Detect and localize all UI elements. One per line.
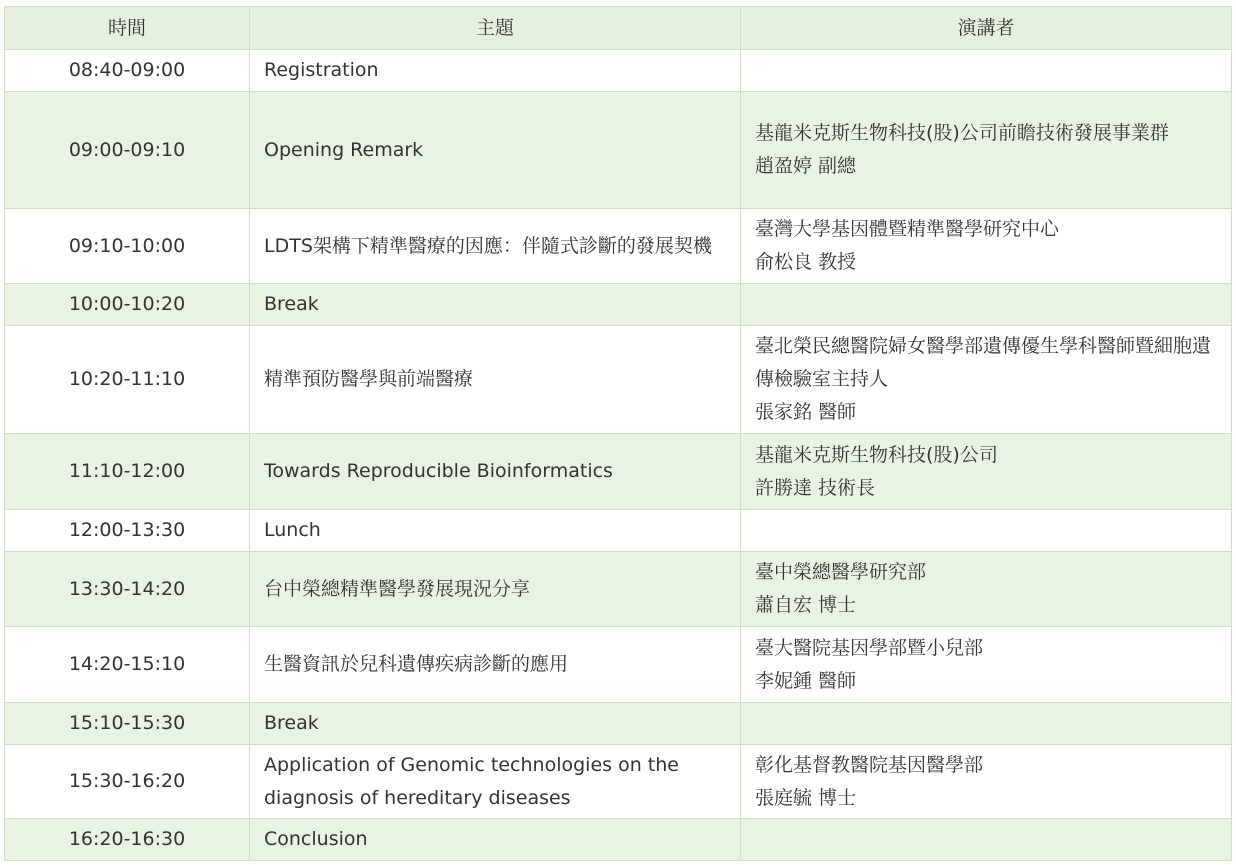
topic-cell: Conclusion [250,819,741,861]
speaker-cell [741,50,1232,92]
speaker-name: 俞松良 教授 [755,251,857,273]
speaker-affiliation: 臺中榮總醫學研究部 [755,561,927,583]
speaker-cell [741,745,1232,819]
speaker-affiliation: 臺大醫院基因學部暨小兒部 [755,636,984,659]
speaker-cell [741,326,1232,434]
time-cell: 13:30-14:20 [5,552,250,627]
time-cell: 15:30-16:20 [5,745,250,819]
time-cell: 11:10-12:00 [5,434,250,510]
agenda-table [4,6,1232,861]
speaker-affiliation: 基龍米克斯生物科技(股)公司 [755,443,998,466]
speaker-affiliation: 基龍米克斯生物科技(股)公司前瞻技術發展事業群 [755,122,1169,144]
time-cell: 15:10-15:30 [5,703,250,745]
table-row [5,434,1232,510]
time-cell: 14:20-15:10 [5,627,250,703]
table-row [5,284,1232,326]
time-cell: 09:10-10:00 [5,209,250,284]
speaker-affiliation: 臺北榮民總醫院婦女醫學部遺傳優生學科醫師暨細胞遺傳檢驗室主持人 [755,335,1212,390]
speaker-name: 李妮鍾 醫師 [755,669,857,692]
topic-cell: Break [250,284,741,326]
speaker-cell [741,552,1232,627]
table-row [5,819,1232,861]
table-row [5,627,1232,703]
table-row [5,50,1232,92]
topic-cell: Opening Remark [250,92,741,209]
speaker-affiliation: 彰化基督教醫院基因醫學部 [755,753,984,776]
speaker-cell [741,819,1232,861]
agenda-body [5,50,1232,861]
speaker-cell [741,627,1232,703]
table-row [5,92,1232,209]
header-row [5,7,1232,50]
speaker-cell [741,703,1232,745]
header-time: 時間 [5,7,250,50]
topic-cell: 台中榮總精準醫學發展現況分享 [250,552,741,627]
topic-cell: Towards Reproducible Bioinformatics [250,434,741,510]
speaker-cell [741,92,1232,209]
speaker-name: 許勝達 技術長 [755,476,876,499]
table-row [5,326,1232,434]
topic-cell: LDTS架構下精準醫療的因應：伴隨式診斷的發展契機 [250,209,741,284]
time-cell: 10:20-11:10 [5,326,250,434]
speaker-cell [741,510,1232,552]
time-cell: 12:00-13:30 [5,510,250,552]
header-topic: 主題 [250,7,741,50]
table-row [5,703,1232,745]
table-row [5,552,1232,627]
speaker-cell [741,284,1232,326]
speaker-name: 趙盈婷 副總 [755,155,857,177]
time-cell: 09:00-09:10 [5,92,250,209]
table-row [5,510,1232,552]
time-cell: 16:20-16:30 [5,819,250,861]
topic-cell: Registration [250,50,741,92]
topic-cell: Break [250,703,741,745]
speaker-name: 蕭自宏 博士 [755,594,857,616]
topic-cell: Application of Genomic technologies on the diagnosis of hereditary diseases [250,745,741,819]
header-speaker: 演講者 [741,7,1232,50]
speaker-affiliation: 臺灣大學基因體暨精準醫學研究中心 [755,218,1060,240]
time-cell: 08:40-09:00 [5,50,250,92]
table-row [5,745,1232,819]
speaker-cell [741,209,1232,284]
topic-cell: 生醫資訊於兒科遺傳疾病診斷的應用 [250,627,741,703]
topic-cell: 精準預防醫學與前端醫療 [250,326,741,434]
time-cell: 10:00-10:20 [5,284,250,326]
speaker-name: 張庭毓 博士 [755,786,857,809]
speaker-cell [741,434,1232,510]
table-row [5,209,1232,284]
topic-cell: Lunch [250,510,741,552]
speaker-name: 張家銘 醫師 [755,401,857,423]
